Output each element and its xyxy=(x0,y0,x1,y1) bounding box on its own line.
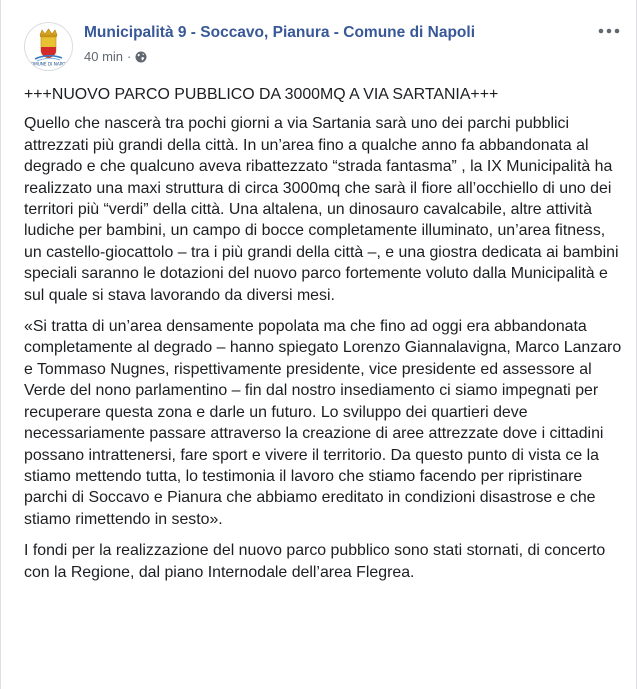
timestamp-link[interactable]: 40 min xyxy=(84,49,124,64)
post-header xyxy=(1,0,636,78)
more-options-button[interactable] xyxy=(596,22,622,40)
globe-icon[interactable] xyxy=(135,51,147,63)
avatar-caption: COMUNE DI NAPOLI xyxy=(27,61,70,67)
post-meta xyxy=(84,49,147,64)
post-paragraph: Quello che nascerà tra pochi giorni a via Sartania sarà uno dei parchi pubblici attrezzati più grandi della città. In un’area fino a qualche anno fa abbandonata al degrado e che qualcuno aveva ribattezzato “strada fantasma” , la IX Municipalità ha realizzato una maxi struttura di circa 3000mq che sarà il fiore all’occhiello di uno dei territori più “verdi” della città. Una altalena, un dinosauro cavalcabile, altre attività ludiche per bambini, un campo di bocce completamente illuminato, un’area fitness, un castello-giocattolo – tra i più grandi della città –, e una giostra dedicata ai bambini speciali saranno le dotazioni del nuovo parco fortemente voluto dalla Municipalità e sul quale si stava lavorando da diversi mesi. xyxy=(24,115,619,304)
post-headline: +++NUOVO PARCO PUBBLICO DA 3000MQ A VIA SARTANIA+++ xyxy=(24,86,499,103)
post-body xyxy=(24,84,624,593)
meta-separator: · xyxy=(127,49,132,64)
more-horizontal-icon xyxy=(598,28,620,34)
page-avatar[interactable] xyxy=(24,22,73,71)
post-paragraph: I fondi per la realizzazione del nuovo parco pubblico sono stati stornati, di concerto con la Regione, dal piano Internodale dell’area Flegrea. xyxy=(24,542,606,581)
comune-di-napoli-logo-icon xyxy=(25,23,72,70)
post-paragraph: «Si tratta di un’area densamente popolata ma che fino ad oggi era abbandonata completamente al degrado – hanno spiegato Lorenzo Giannalavigna, Marco Lanzaro e Tommaso Nugnes, rispettivamente presidente, vice presidente ed assessore al Verde del nono parlamentino – fin dal nostro insediamento ci siamo impegnati per recuperare questa zona e darle un futuro. Lo sviluppo dei quartieri deve necessariamente passare attraverso la creazione di aree attrezzate dove i cittadini possano intrattenersi, fare sport e vivere il territorio. Da questo punto di vista ce la stiamo mettendo tutta, lo testimonia il lavoro che stiamo facendo per ripristinare parchi di Soccavo e Pianura che abbiamo ereditato in condizioni disastrose e che stiamo rimettendo in sesto». xyxy=(24,318,622,528)
page-name-link[interactable]: Municipalità 9 - Soccavo, Pianura - Comune di Napoli xyxy=(84,24,476,41)
